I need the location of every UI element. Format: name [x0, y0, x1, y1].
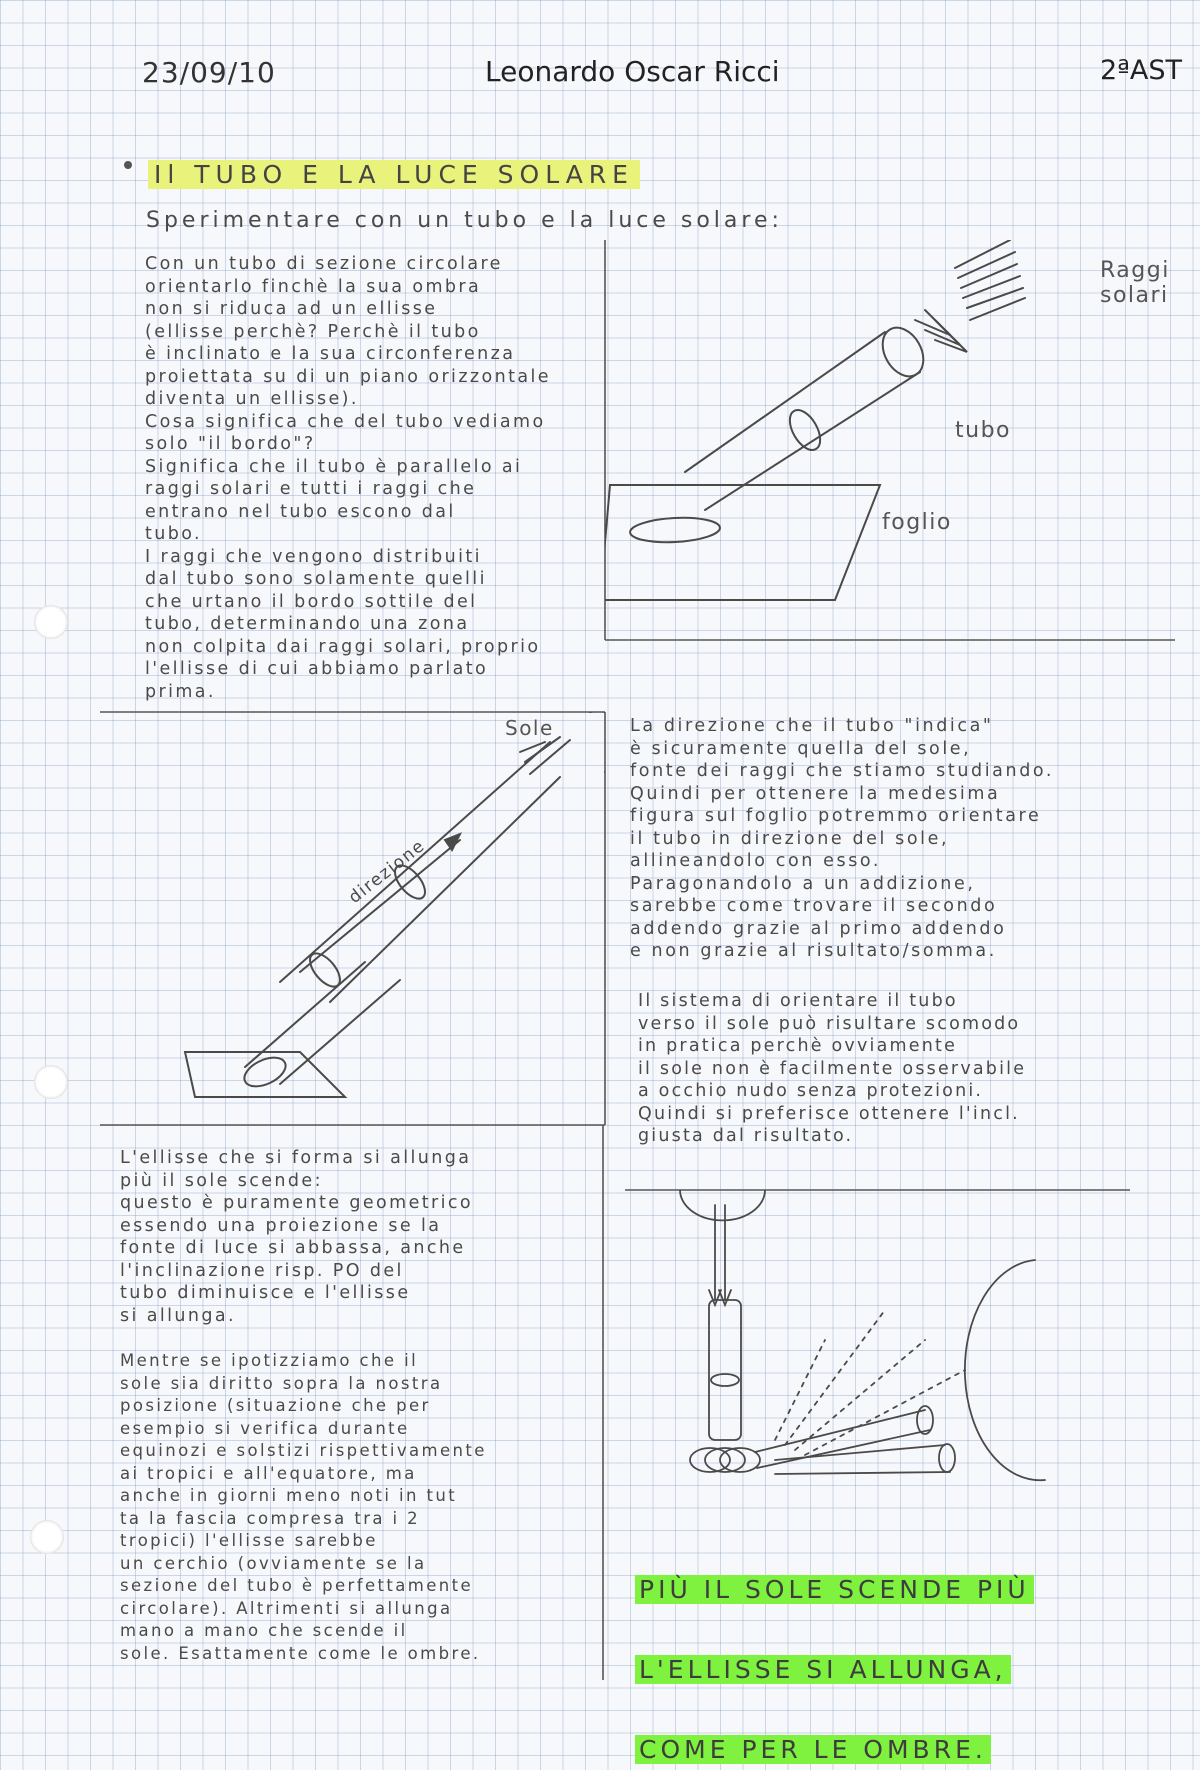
class-label: 2ªAST — [1100, 55, 1183, 86]
section1-text: Con un tubo di sezione circolare orientarlo finchè la sua ombra non si riduca ad un ellisse (ellisse perchè? Perchè il tubo è inclinato e la sua circonferenza proiettata su di un piano orizzontale diventa un ellisse). Cosa significa che del tubo vediamo solo "il bordo"? Significa che il tubo è parallelo ai raggi solari e tutti i raggi che entrano nel tubo escono dal tubo. I raggi che vengono distribuiti dal tubo sono solamente quelli che urtano il bordo sottile del tubo, determinando una zona non colpita dai raggi solari, proprio l'ellisse di cui abbiamo parlato prima. — [145, 254, 551, 702]
sun-shape — [590, 712, 605, 772]
section2-text: La direzione che il tubo "indica" è sicuramente quella del sole, fonte dei raggi che stiamo studiando. Quindi per ottenere la medesima figura sul foglio potremmo orientare il tubo in direzione del sole, allineandolo con esso. Paragonandolo a un addizione, sarebbe come trovare il secondo addendo grazie al primo addendo e non grazie al risultato/somma. — [630, 716, 1055, 961]
figure-ellipse-angles — [625, 1190, 1180, 1490]
figure-tube-pointing-sun — [180, 712, 605, 1112]
conclusion — [635, 1530, 1135, 1770]
date: 23/09/10 — [142, 56, 276, 89]
page-title: Il TUBO E LA LUCE SOLARE — [148, 160, 640, 189]
sheet-label: foglio — [882, 510, 952, 535]
section2-text2: Il sistema di orientare il tubo verso il sole può risultare scomodo in pratica perchè ovviamente il sole non è facilmente osservabile a occhio nudo senza protezioni. Quindi si preferisce ottenere l'incl. giusta dal risultato. — [638, 991, 1027, 1146]
horizon-arc-shape — [965, 1260, 1045, 1480]
direction-label: direzione — [345, 835, 430, 908]
sheet-shape — [605, 485, 880, 600]
subtitle: Sperimentare con un tubo e la luce solare: — [146, 208, 783, 233]
author-name: Leonardo Oscar Ricci — [485, 55, 780, 88]
sun-label: Sole — [505, 716, 554, 740]
rays-label: Raggi solari — [1100, 258, 1170, 308]
section3-text2: Mentre se ipotizziamo che il sole sia diritto sopra la nostra posizione (situazione che per esempio si verifica durante equinozi e solstizi rispettivamente ai tropici e all'equatore, ma anche in giorni meno noti in tut ta la fascia compresa tra i 2 tropici) l'ellisse sarebbe un cerchio (ovviamente se la sezione del tubo è perfettamente circolare). Altrimenti si allunga mano a mano che scende il sole. Esattamente come le ombre. — [120, 1351, 487, 1663]
tube-label: tubo — [955, 418, 1011, 443]
section3-text: L'ellisse che si forma si allunga più il sole scende: questo è puramente geometrico essendo una proiezione se la fonte di luce si abbassa, anche l'inclinazione risp. PO del tubo diminuisce e l'ellisse si allunga. — [120, 1148, 474, 1326]
conclusion-line1: PIÙ IL SOLE SCENDE PIÙ — [635, 1575, 1034, 1604]
figure-tube-on-sheet — [605, 240, 1185, 640]
sun-overhead-shape — [680, 1190, 765, 1220]
conclusion-line3: COME PER LE OMBRE. — [635, 1735, 991, 1764]
conclusion-line2: L'ELLISSE SI ALLUNGA, — [635, 1655, 1011, 1684]
